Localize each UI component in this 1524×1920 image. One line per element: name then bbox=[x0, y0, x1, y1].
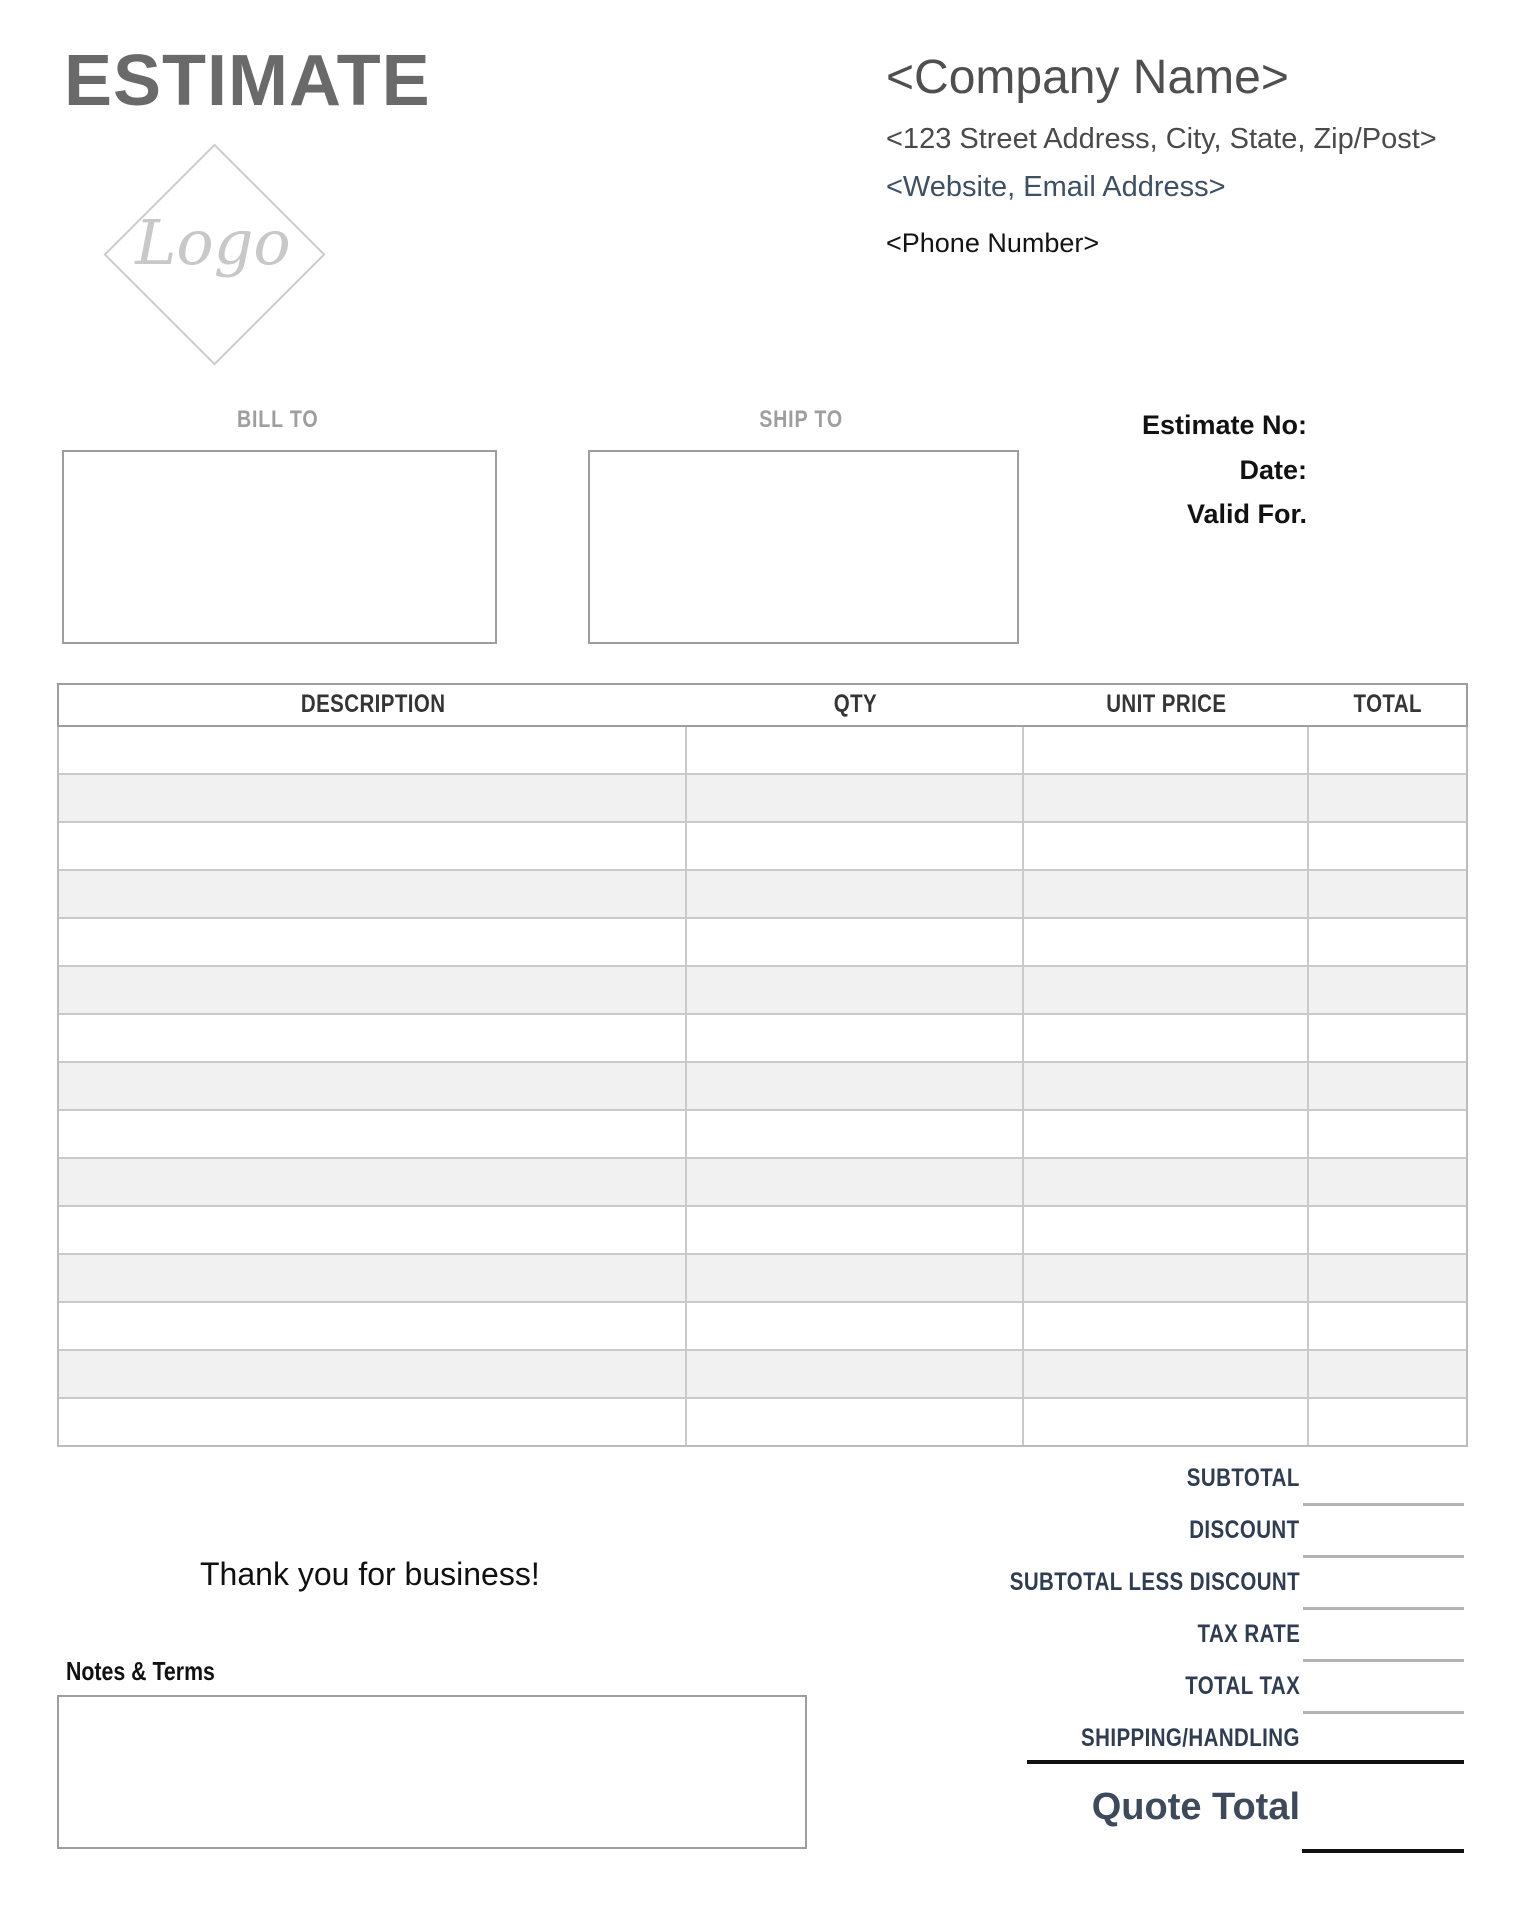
notes-terms-label: Notes & Terms bbox=[66, 1656, 215, 1686]
table-cell[interactable] bbox=[1024, 1399, 1309, 1445]
table-cell[interactable] bbox=[1024, 1159, 1309, 1205]
table-cell[interactable] bbox=[687, 1207, 1024, 1253]
table-cell[interactable] bbox=[1309, 1159, 1466, 1205]
table-cell[interactable] bbox=[59, 1111, 687, 1157]
page-title: ESTIMATE bbox=[64, 41, 431, 121]
table-row bbox=[59, 1063, 1466, 1111]
summary-value[interactable] bbox=[1303, 1618, 1464, 1658]
table-cell[interactable] bbox=[687, 823, 1024, 869]
bill-to-label: BILL TO bbox=[236, 406, 319, 433]
table-row bbox=[59, 1207, 1466, 1255]
table-cell[interactable] bbox=[1309, 1063, 1466, 1109]
table-row bbox=[59, 919, 1466, 967]
table-cell[interactable] bbox=[1309, 1207, 1466, 1253]
table-cell[interactable] bbox=[59, 1015, 687, 1061]
table-cell[interactable] bbox=[59, 871, 687, 917]
summary-value[interactable] bbox=[1303, 1722, 1464, 1762]
table-cell[interactable] bbox=[59, 1159, 687, 1205]
items-table-header bbox=[57, 683, 1468, 727]
summary-label: TAX RATE bbox=[1197, 1620, 1300, 1648]
table-cell[interactable] bbox=[1024, 1351, 1309, 1397]
table-cell[interactable] bbox=[1309, 1015, 1466, 1061]
table-cell[interactable] bbox=[59, 775, 687, 821]
table-cell[interactable] bbox=[1024, 1207, 1309, 1253]
table-cell[interactable] bbox=[1024, 727, 1309, 773]
table-cell[interactable] bbox=[1309, 919, 1466, 965]
summary-label: SUBTOTAL LESS DISCOUNT bbox=[1009, 1568, 1300, 1596]
table-cell[interactable] bbox=[1309, 1255, 1466, 1301]
table-cell[interactable] bbox=[1024, 1111, 1309, 1157]
table-cell[interactable] bbox=[59, 919, 687, 965]
summary-value[interactable] bbox=[1303, 1566, 1464, 1606]
table-row bbox=[59, 727, 1466, 775]
thank-you-message: Thank you for business! bbox=[200, 1556, 540, 1592]
header-cell-qty: QTY bbox=[833, 690, 878, 718]
table-cell[interactable] bbox=[687, 1399, 1024, 1445]
table-cell[interactable] bbox=[687, 1303, 1024, 1349]
ship-to-label: SHIP TO bbox=[759, 406, 844, 433]
company-name: <Company Name> bbox=[886, 51, 1289, 104]
table-row bbox=[59, 1399, 1466, 1445]
summary-label: TOTAL TAX bbox=[1185, 1672, 1300, 1700]
table-cell[interactable] bbox=[687, 1255, 1024, 1301]
quote-total-value[interactable] bbox=[1302, 1805, 1464, 1845]
table-cell[interactable] bbox=[1309, 1351, 1466, 1397]
items-table-body bbox=[57, 727, 1468, 1447]
summary-label: SHIPPING/HANDLING bbox=[1081, 1724, 1300, 1752]
table-row bbox=[59, 823, 1466, 871]
summary-value[interactable] bbox=[1303, 1514, 1464, 1554]
date-label: Date: bbox=[1239, 455, 1307, 485]
table-cell[interactable] bbox=[1309, 1303, 1466, 1349]
summary-value[interactable] bbox=[1303, 1670, 1464, 1710]
table-cell[interactable] bbox=[1309, 1111, 1466, 1157]
table-row bbox=[59, 1351, 1466, 1399]
table-cell[interactable] bbox=[59, 1399, 687, 1445]
table-cell[interactable] bbox=[1024, 1063, 1309, 1109]
table-cell[interactable] bbox=[687, 1015, 1024, 1061]
company-address: <123 Street Address, City, State, Zip/Post> bbox=[886, 122, 1437, 155]
table-row bbox=[59, 1015, 1466, 1063]
estimate-no-value[interactable] bbox=[1315, 410, 1465, 444]
table-cell[interactable] bbox=[1309, 871, 1466, 917]
table-row bbox=[59, 1111, 1466, 1159]
table-row bbox=[59, 775, 1466, 823]
table-cell[interactable] bbox=[59, 1063, 687, 1109]
table-cell[interactable] bbox=[59, 1255, 687, 1301]
table-cell[interactable] bbox=[59, 727, 687, 773]
summary-value-underline bbox=[1303, 1711, 1464, 1714]
table-cell[interactable] bbox=[687, 871, 1024, 917]
table-cell[interactable] bbox=[1309, 823, 1466, 869]
header-cell-description: DESCRIPTION bbox=[300, 690, 446, 718]
summary-value-underline bbox=[1303, 1607, 1464, 1610]
table-row bbox=[59, 871, 1466, 919]
table-cell[interactable] bbox=[687, 919, 1024, 965]
company-info-block bbox=[886, 52, 1446, 259]
header-cell-total: TOTAL bbox=[1353, 690, 1422, 718]
logo-placeholder-text: Logo bbox=[135, 206, 291, 279]
summary-value-underline bbox=[1303, 1555, 1464, 1558]
notes-terms-box[interactable] bbox=[57, 1695, 807, 1849]
table-cell[interactable] bbox=[687, 967, 1024, 1013]
table-cell[interactable] bbox=[59, 1351, 687, 1397]
summary-label: DISCOUNT bbox=[1189, 1516, 1300, 1544]
table-cell[interactable] bbox=[687, 1351, 1024, 1397]
summary-value-underline bbox=[1303, 1503, 1464, 1506]
table-cell[interactable] bbox=[1024, 1303, 1309, 1349]
date-value[interactable] bbox=[1315, 455, 1465, 489]
table-cell[interactable] bbox=[59, 967, 687, 1013]
table-cell[interactable] bbox=[1309, 775, 1466, 821]
table-cell[interactable] bbox=[1309, 1399, 1466, 1445]
bill-to-box[interactable] bbox=[62, 450, 497, 644]
table-row bbox=[59, 1303, 1466, 1351]
table-cell[interactable] bbox=[1024, 823, 1309, 869]
table-cell[interactable] bbox=[1024, 775, 1309, 821]
header-cell-unit-price: UNIT PRICE bbox=[1106, 690, 1227, 718]
table-row bbox=[59, 1159, 1466, 1207]
table-cell[interactable] bbox=[59, 823, 687, 869]
table-cell[interactable] bbox=[59, 1207, 687, 1253]
table-cell[interactable] bbox=[1024, 919, 1309, 965]
table-cell[interactable] bbox=[1024, 967, 1309, 1013]
table-cell[interactable] bbox=[687, 1063, 1024, 1109]
estimate-no-label: Estimate No: bbox=[1141, 410, 1307, 440]
company-phone: <Phone Number> bbox=[886, 227, 1100, 258]
table-cell[interactable] bbox=[1024, 1255, 1309, 1301]
table-cell[interactable] bbox=[1024, 1015, 1309, 1061]
table-cell[interactable] bbox=[59, 1303, 687, 1349]
summary-value[interactable] bbox=[1303, 1462, 1464, 1502]
table-cell[interactable] bbox=[1024, 871, 1309, 917]
company-website-email: <Website, Email Address> bbox=[886, 170, 1226, 203]
table-row bbox=[59, 1255, 1466, 1303]
table-cell[interactable] bbox=[1309, 727, 1466, 773]
summary-value-underline bbox=[1303, 1659, 1464, 1662]
table-cell[interactable] bbox=[687, 1111, 1024, 1157]
summary-total-divider bbox=[1027, 1760, 1464, 1764]
table-cell[interactable] bbox=[687, 775, 1024, 821]
summary-label: SUBTOTAL bbox=[1187, 1464, 1300, 1492]
table-cell[interactable] bbox=[687, 1159, 1024, 1205]
table-cell[interactable] bbox=[687, 727, 1024, 773]
table-cell[interactable] bbox=[1309, 967, 1466, 1013]
table-row bbox=[59, 967, 1466, 1015]
valid-for-value[interactable] bbox=[1315, 499, 1465, 533]
quote-total-label: Quote Total bbox=[1091, 1786, 1300, 1828]
valid-for-label: Valid For. bbox=[1186, 499, 1307, 529]
quote-total-underline bbox=[1302, 1849, 1464, 1853]
